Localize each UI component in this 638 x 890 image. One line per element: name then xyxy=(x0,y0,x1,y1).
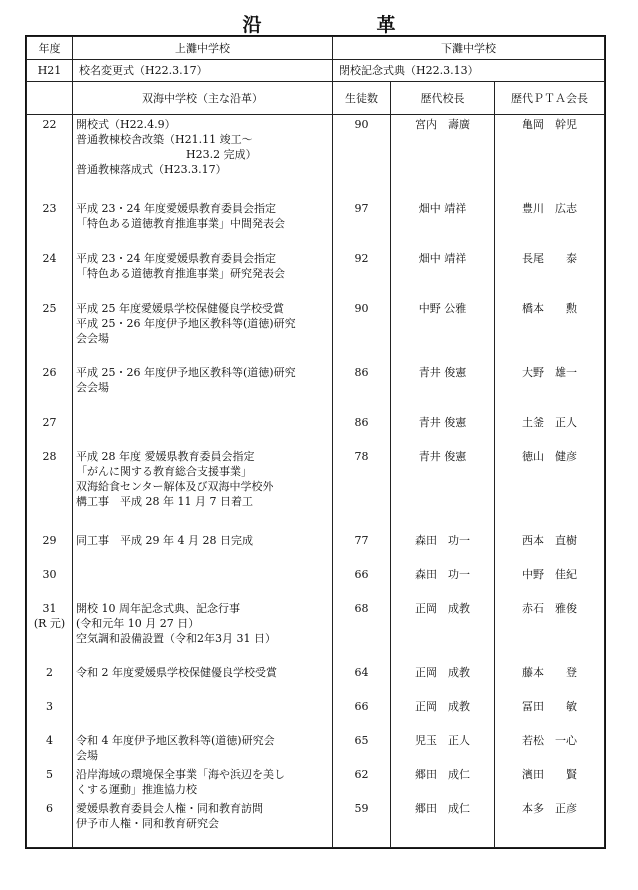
row-students: 92 xyxy=(333,249,391,299)
row-year-value: 24 xyxy=(42,252,57,265)
row-year-value: 2 xyxy=(46,666,53,679)
row-year xyxy=(27,531,73,565)
subheader-row xyxy=(27,82,605,115)
row-students: 97 xyxy=(333,199,391,249)
row-history xyxy=(73,413,333,447)
table-row xyxy=(27,413,605,447)
history-line: 「がんに関する教育総合支援事業」 xyxy=(76,465,252,478)
table-row xyxy=(27,115,605,200)
row-pta: 亀岡 幹児 xyxy=(495,115,605,200)
row-history xyxy=(73,663,333,697)
row-year xyxy=(27,663,73,697)
row-year-value: 26 xyxy=(42,366,57,379)
table-row xyxy=(27,697,605,731)
row-students: 59 xyxy=(333,799,391,848)
row-principal: 正岡 成教 xyxy=(391,697,495,731)
row-year xyxy=(27,697,73,731)
subheader-year-blank xyxy=(27,82,73,115)
row-principal: 正岡 成教 xyxy=(391,663,495,697)
history-line: 平成 25・26 年度伊予地区教科等(道徳)研究 xyxy=(76,317,296,330)
row-students: 90 xyxy=(333,299,391,363)
row-pta: 豊川 広志 xyxy=(495,199,605,249)
history-line: 「特色ある道徳教育推進事業」研究発表会 xyxy=(76,267,285,280)
row-principal: 青井 俊憲 xyxy=(391,447,495,531)
row-pta: 藤本 登 xyxy=(495,663,605,697)
subheader-principals: 歴代校長 xyxy=(391,82,495,115)
subheader-history: 双海中学校（主な沿革） xyxy=(73,82,333,115)
subheader-pta: 歴代ＰＴＡ会長 xyxy=(495,82,605,115)
row-year-value: 5 xyxy=(46,768,53,781)
history-table xyxy=(26,36,605,848)
history-line: 同工事 平成 29 年 4 月 28 日完成 xyxy=(76,534,253,547)
row-pta: 濱田 賢 xyxy=(495,765,605,799)
row-history xyxy=(73,565,333,599)
history-line: 平成 25 年度愛媛県学校保健優良学校受賞 xyxy=(76,302,284,315)
row-pta: 若松 一心 xyxy=(495,731,605,765)
history-line: 空気調和設備設置（令和2年3月 31 日） xyxy=(76,632,276,645)
row-students: 77 xyxy=(333,531,391,565)
row-history xyxy=(73,299,333,363)
history-line: 令和 2 年度愛媛県学校保健優良学校受賞 xyxy=(76,666,277,679)
row-year-value: 4 xyxy=(46,734,53,747)
history-line: 愛媛県教育委員会人権・同和教育訪問 xyxy=(76,802,263,815)
history-line: H23.2 完成） xyxy=(76,148,257,161)
history-line: 会会場 xyxy=(76,381,109,394)
h21-row xyxy=(27,60,605,82)
row-year-value: 31 xyxy=(42,602,57,615)
table-row xyxy=(27,765,605,799)
history-line: 構工事 平成 28 年 11 月 7 日着工 xyxy=(76,495,253,508)
table-row xyxy=(27,447,605,531)
table-row xyxy=(27,799,605,848)
header-kami-school: 上灘中学校 xyxy=(73,37,333,60)
row-principal: 正岡 成教 xyxy=(391,599,495,663)
row-principal: 児玉 正人 xyxy=(391,731,495,765)
page-title: 沿 革 xyxy=(242,14,444,36)
row-year-value: 22 xyxy=(42,118,57,131)
history-line: 双海給食センター解体及び双海中学校外 xyxy=(76,480,274,493)
row-year xyxy=(27,413,73,447)
row-history xyxy=(73,447,333,531)
row-year xyxy=(27,565,73,599)
row-pta: 徳山 健彦 xyxy=(495,447,605,531)
row-pta: 赤石 雅俊 xyxy=(495,599,605,663)
history-line: 開校式（H22.4.9） xyxy=(76,118,176,131)
history-line: 平成 28 年度 愛媛県教育委員会指定 xyxy=(76,450,255,463)
row-principal: 中野 公雅 xyxy=(391,299,495,363)
history-line: くする運動」推進協力校 xyxy=(76,783,197,796)
row-students: 86 xyxy=(333,413,391,447)
row-year xyxy=(27,447,73,531)
row-pta: 中野 佳紀 xyxy=(495,565,605,599)
history-line: 普通教棟校舎改築（H21.11 竣工～ xyxy=(76,133,253,146)
header-shimo-school: 下灘中学校 xyxy=(333,37,605,60)
row-students: 66 xyxy=(333,697,391,731)
table-row xyxy=(27,249,605,299)
table-row xyxy=(27,299,605,363)
history-line: 平成 25・26 年度伊予地区教科等(道徳)研究 xyxy=(76,366,296,379)
table-row xyxy=(27,565,605,599)
row-year-value: 25 xyxy=(42,302,57,315)
row-students: 64 xyxy=(333,663,391,697)
row-history xyxy=(73,799,333,848)
row-principal: 郷田 成仁 xyxy=(391,799,495,848)
row-history xyxy=(73,697,333,731)
row-students: 68 xyxy=(333,599,391,663)
row-year xyxy=(27,799,73,848)
row-year xyxy=(27,731,73,765)
row-year-era: (R 元) xyxy=(33,617,66,630)
row-pta: 西本 直樹 xyxy=(495,531,605,565)
subheader-students: 生徒数 xyxy=(333,82,391,115)
header-row xyxy=(27,37,605,60)
h21-shimo-event: 閉校記念式典（H22.3.13） xyxy=(333,60,605,82)
table-row xyxy=(27,599,605,663)
row-pta: 橋本 勲 xyxy=(495,299,605,363)
h21-kami-event: 校名変更式（H22.3.17） xyxy=(73,60,333,82)
row-year xyxy=(27,249,73,299)
row-principal: 森田 功一 xyxy=(391,531,495,565)
row-principal: 青井 俊憲 xyxy=(391,413,495,447)
row-history xyxy=(73,765,333,799)
row-principal: 青井 俊憲 xyxy=(391,363,495,413)
row-pta: 土釜 正人 xyxy=(495,413,605,447)
row-history xyxy=(73,249,333,299)
row-principal: 宮内 壽廣 xyxy=(391,115,495,200)
row-principal: 郷田 成仁 xyxy=(391,765,495,799)
row-history xyxy=(73,599,333,663)
row-year-value: 23 xyxy=(42,202,57,215)
row-pta: 長尾 泰 xyxy=(495,249,605,299)
history-line: 普通教棟落成式（H23.3.17） xyxy=(76,163,227,176)
row-students: 90 xyxy=(333,115,391,200)
header-year: 年度 xyxy=(27,37,73,60)
table-row xyxy=(27,199,605,249)
row-students: 62 xyxy=(333,765,391,799)
row-history xyxy=(73,731,333,765)
row-principal: 畑中 靖祥 xyxy=(391,249,495,299)
row-year-value: 30 xyxy=(42,568,57,581)
row-year-value: 6 xyxy=(46,802,53,815)
history-line: 伊予市人権・同和教育研究会 xyxy=(76,817,219,830)
row-history xyxy=(73,115,333,200)
row-year-value: 29 xyxy=(42,534,57,547)
history-line: 会場 xyxy=(76,749,98,762)
row-year xyxy=(27,599,73,663)
row-year xyxy=(27,115,73,200)
row-principal: 畑中 靖祥 xyxy=(391,199,495,249)
history-line: 平成 23・24 年度愛媛県教育委員会指定 xyxy=(76,202,276,215)
history-line: 「特色ある道徳教育推進事業」中間発表会 xyxy=(76,217,285,230)
row-history xyxy=(73,363,333,413)
row-year xyxy=(27,199,73,249)
row-year xyxy=(27,299,73,363)
row-pta: 冨田 敏 xyxy=(495,697,605,731)
history-line: 開校 10 周年記念式典、記念行事 xyxy=(76,602,240,615)
row-year xyxy=(27,363,73,413)
row-history xyxy=(73,531,333,565)
history-line: 令和 4 年度伊予地区教科等(道徳)研究会 xyxy=(76,734,275,747)
row-year-value: 3 xyxy=(46,700,53,713)
table-row xyxy=(27,363,605,413)
history-line: 平成 23・24 年度愛媛県教育委員会指定 xyxy=(76,252,276,265)
table-row xyxy=(27,531,605,565)
row-pta: 本多 正彦 xyxy=(495,799,605,848)
history-line: 会会場 xyxy=(76,332,109,345)
h21-year: H21 xyxy=(27,60,73,82)
row-students: 86 xyxy=(333,363,391,413)
row-students: 65 xyxy=(333,731,391,765)
row-history xyxy=(73,199,333,249)
table-row xyxy=(27,731,605,765)
row-students: 78 xyxy=(333,447,391,531)
row-pta: 大野 雄一 xyxy=(495,363,605,413)
history-line: 沿岸海域の環境保全事業「海や浜辺を美し xyxy=(76,768,285,781)
table-row xyxy=(27,663,605,697)
row-year-value: 28 xyxy=(42,450,57,463)
row-year xyxy=(27,765,73,799)
history-line: (令和元年 10 月 27 日） xyxy=(76,617,200,630)
row-year-value: 27 xyxy=(42,416,57,429)
row-principal: 森田 功一 xyxy=(391,565,495,599)
row-students: 66 xyxy=(333,565,391,599)
